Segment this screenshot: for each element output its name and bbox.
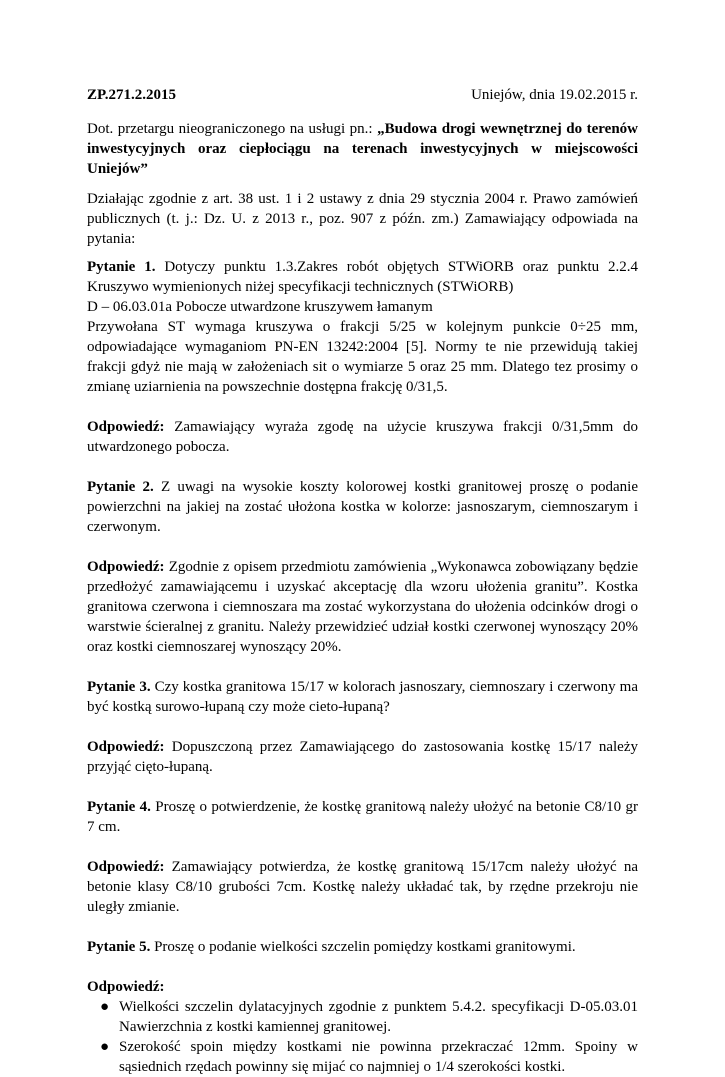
answer-2 bbox=[87, 557, 638, 657]
question-1-text-b: D – 06.03.01a Pobocze utwardzone kruszywem łamanym bbox=[87, 299, 433, 315]
list-item bbox=[87, 997, 638, 1037]
answer-1 bbox=[87, 417, 638, 457]
question-1-text-a: Dotyczy punktu 1.3.Zakres robót objętych STWiORB oraz punktu 2.2.4 Kruszywo wymienionych niżej specyfikacji technicznych (STWiORB) bbox=[87, 259, 638, 295]
bullet-icon: ● bbox=[100, 1039, 110, 1055]
answer-3 bbox=[87, 737, 638, 777]
answer-2-label: Odpowiedź: bbox=[87, 559, 165, 575]
answer-3-label: Odpowiedź: bbox=[87, 739, 165, 755]
question-1-label: Pytanie 1. bbox=[87, 259, 156, 275]
intro-paragraph: Działając zgodnie z art. 38 ust. 1 i 2 ustawy z dnia 29 stycznia 2004 r. Prawo zamówień publicznych (t. j.: Dz. U. z 2013 r., poz. 907 z późn. zm.) Zamawiający odpowiada na pytania: bbox=[87, 191, 638, 247]
answer-4 bbox=[87, 857, 638, 917]
answer-4-label: Odpowiedź: bbox=[87, 859, 165, 875]
answer-4-text: Zamawiający potwierdza, że kostkę granitową 15/17cm należy ułożyć na betonie klasy C8/10 grubości 7cm. Kostkę należy układać tak, by rzędne przekroju nie uległy zmianie. bbox=[87, 859, 638, 915]
question-4-label: Pytanie 4. bbox=[87, 799, 151, 815]
list-item bbox=[87, 1037, 638, 1077]
question-5-text: Proszę o podanie wielkości szczelin pomiędzy kostkami granitowymi. bbox=[150, 939, 576, 955]
answer-5-label: Odpowiedź: bbox=[87, 979, 165, 995]
answer-1-label: Odpowiedź: bbox=[87, 419, 165, 435]
bullet-icon: ● bbox=[100, 999, 110, 1015]
answer-5-bullet-2: Szerokość spoin między kostkami nie powinna przekraczać 12mm. Spoiny w sąsiednich rzędach powinny się mijać co najmniej o 1/4 szerokości kostki. bbox=[119, 1039, 638, 1075]
question-3 bbox=[87, 677, 638, 717]
question-3-text: Czy kostka granitowa 15/17 w kolorach jasnoszary, ciemnoszary i czerwony ma być kostką surowo-łupaną czy może cieto-łupaną? bbox=[87, 679, 638, 715]
question-1 bbox=[87, 257, 638, 297]
question-2-text: Z uwagi na wysokie koszty kolorowej kostki granitowej proszę o podanie powierzchni na jakiej na zostać ułożona kostka w kolorze: jasnoszarym, ciemnoszarym i czerwonym. bbox=[87, 479, 639, 535]
question-3-label: Pytanie 3. bbox=[87, 679, 151, 695]
subject-title: „Budowa drogi wewnętrznej do terenów inwestycyjnych oraz ciepłociągu na terenach inwestycyjnych w miejscowości Uniejów” bbox=[87, 121, 639, 177]
answer-2-text: Zgodnie z opisem przedmiotu zamówienia „Wykonawca zobowiązany będzie przedłożyć zamawiającemu i uzyskać akceptację dla wzoru ułożenia granitu”. Kostka granitowa czerwona i ciemnoszara ma zostać wykorzystana do ułożenia odcinków drogi o warstwie ścieralnej z granitu. Należy przewidzieć udział kostki czerwonej wynoszący 20% oraz kostki ciemnoszarej wynoszący 20%. bbox=[87, 559, 638, 655]
question-4-text: Proszę o potwierdzenie, że kostkę granitową należy ułożyć na betonie C8/10 gr 7 cm. bbox=[87, 799, 638, 835]
question-5-label: Pytanie 5. bbox=[87, 939, 151, 955]
place-date: Uniejów, dnia 19.02.2015 r. bbox=[471, 87, 638, 103]
subject-paragraph bbox=[87, 119, 638, 179]
question-2 bbox=[87, 477, 638, 537]
subject-prefix: Dot. przetargu nieograniczonego na usługi pn.: bbox=[87, 121, 378, 137]
question-1-text-c: Przywołana ST wymaga kruszywa o frakcji 5/25 w kolejnym punkcie 0÷25 mm, odpowiadające wymaganiom PN-EN 13242:2004 [5]. Normy te nie przewidują takiej frakcji gdyż nie mają w założeniach sit o wymiarze 5 oraz 25 mm. Dlatego tez prosimy o zmianę uziarnienia na powszechnie dostępna frakcję 0/31,5. bbox=[87, 319, 638, 395]
reference-number: ZP.271.2.2015 bbox=[87, 87, 177, 103]
answer-5 bbox=[87, 977, 638, 997]
answer-3-text: Dopuszczoną przez Zamawiającego do zastosowania kostkę 15/17 należy przyjąć cięto-łupaną. bbox=[87, 739, 638, 775]
answer-5-list bbox=[87, 997, 638, 1077]
question-4 bbox=[87, 797, 638, 837]
question-5 bbox=[87, 937, 638, 957]
answer-5-bullet-1: Wielkości szczelin dylatacyjnych zgodnie z punktem 5.4.2. specyfikacji D-05.03.01 Nawierzchnia z kostki kamiennej granitowej. bbox=[119, 999, 638, 1035]
answer-1-text: Zamawiający wyraża zgodę na użycie kruszywa frakcji 0/31,5mm do utwardzonego pobocza. bbox=[87, 419, 638, 455]
document-header bbox=[87, 85, 638, 105]
question-2-label: Pytanie 2. bbox=[87, 479, 154, 495]
